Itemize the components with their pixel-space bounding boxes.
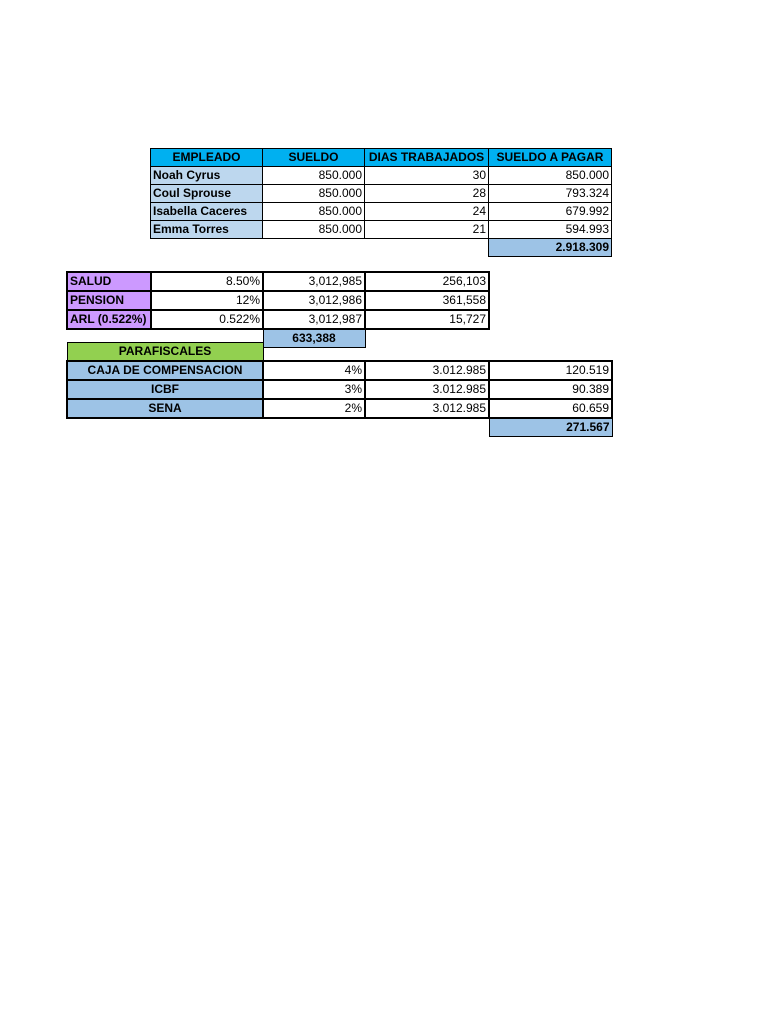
parafiscales-title: PARAFISCALES: [67, 343, 263, 362]
parafiscal-base: 3.012.985: [365, 399, 489, 418]
contribution-amount: 256,103: [365, 272, 489, 291]
contributions-table: [66, 271, 490, 348]
payroll-header-row: [151, 149, 612, 167]
parafiscal-base: 3.012.985: [365, 361, 489, 380]
contribution-rate: 12%: [151, 291, 263, 310]
employee-salary: 850.000: [263, 185, 365, 203]
header-dias-trabajados: DIAS TRABAJADOS: [365, 149, 489, 167]
table-row: [151, 167, 612, 185]
table-row: [67, 272, 489, 291]
contribution-amount: 361,558: [365, 291, 489, 310]
parafiscal-base: 3.012.985: [365, 380, 489, 399]
employee-name: Coul Sprouse: [151, 185, 263, 203]
parafiscal-label: ICBF: [67, 380, 263, 399]
contribution-label: PENSION: [67, 291, 151, 310]
contribution-base: 3,012,986: [263, 291, 365, 310]
payroll-total: 2.918.309: [489, 239, 612, 257]
contribution-rate: 0.522%: [151, 310, 263, 329]
employee-salary: 850.000: [263, 203, 365, 221]
employee-days: 21: [365, 221, 489, 239]
table-row: [67, 380, 612, 399]
employee-name: Noah Cyrus: [151, 167, 263, 185]
employee-salary: 850.000: [263, 167, 365, 185]
parafiscales-title-row: [67, 343, 612, 362]
table-row: [67, 291, 489, 310]
parafiscal-rate: 4%: [263, 361, 365, 380]
employee-pay: 594.993: [489, 221, 612, 239]
employee-days: 24: [365, 203, 489, 221]
header-sueldo-a-pagar: SUELDO A PAGAR: [489, 149, 612, 167]
employee-pay: 793.324: [489, 185, 612, 203]
contribution-base: 3,012,985: [263, 272, 365, 291]
table-row: [67, 310, 489, 329]
header-sueldo: SUELDO: [263, 149, 365, 167]
table-row: [151, 203, 612, 221]
employee-name: Isabella Caceres: [151, 203, 263, 221]
parafiscal-label: SENA: [67, 399, 263, 418]
employee-days: 30: [365, 167, 489, 185]
parafiscal-amount: 120.519: [489, 361, 612, 380]
parafiscales-total-row: [67, 418, 612, 437]
contribution-base: 3,012,987: [263, 310, 365, 329]
table-row: [67, 361, 612, 380]
payroll-total-row: [151, 239, 612, 257]
employee-name: Emma Torres: [151, 221, 263, 239]
table-row: [151, 221, 612, 239]
parafiscales-total: 271.567: [489, 418, 612, 437]
employee-pay: 679.992: [489, 203, 612, 221]
table-row: [151, 185, 612, 203]
contribution-label: SALUD: [67, 272, 151, 291]
parafiscal-rate: 2%: [263, 399, 365, 418]
payroll-table: [150, 148, 612, 257]
employee-days: 28: [365, 185, 489, 203]
parafiscales-table: [66, 342, 613, 437]
contribution-amount: 15,727: [365, 310, 489, 329]
employee-pay: 850.000: [489, 167, 612, 185]
parafiscal-amount: 60.659: [489, 399, 612, 418]
table-row: [67, 399, 612, 418]
contribution-label: ARL (0.522%): [67, 310, 151, 329]
parafiscal-rate: 3%: [263, 380, 365, 399]
contribution-rate: 8.50%: [151, 272, 263, 291]
employee-salary: 850.000: [263, 221, 365, 239]
header-empleado: EMPLEADO: [151, 149, 263, 167]
parafiscal-amount: 90.389: [489, 380, 612, 399]
parafiscal-label: CAJA DE COMPENSACION: [67, 361, 263, 380]
contributions-total: 633,388: [263, 329, 365, 348]
